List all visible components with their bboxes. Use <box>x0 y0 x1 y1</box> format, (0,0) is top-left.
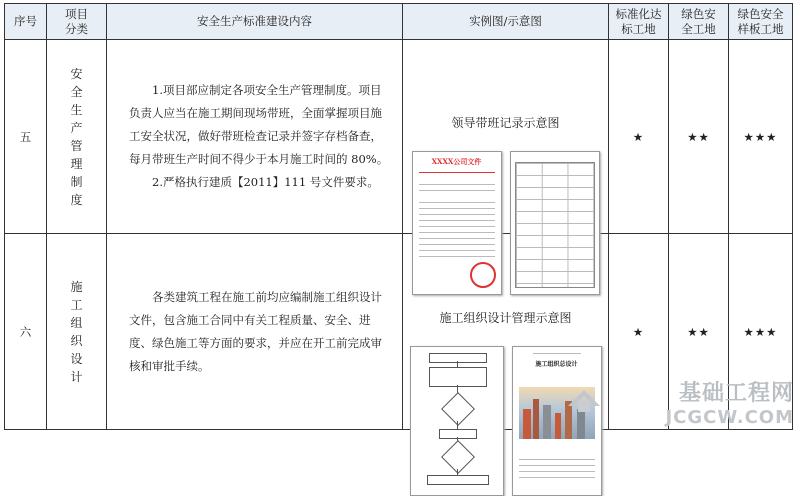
header-content: 安全生产标准建设内容 <box>107 4 403 40</box>
document-company-heading: XXXX公司文件 <box>431 156 482 166</box>
row-seq: 五 <box>5 40 47 234</box>
safety-standard-table <box>4 3 793 430</box>
stars-green-model: ★★★ <box>729 234 793 430</box>
content-paragraph: 2.严格执行建质【2011】111 号文件要求。 <box>152 175 379 189</box>
watermark-site-name: 基础工程网 <box>678 381 794 406</box>
header-example: 实例图/示意图 <box>403 4 609 40</box>
watermark <box>665 376 794 428</box>
figure-caption: 领导带班记录示意图 <box>451 115 560 130</box>
record-form-image <box>510 151 600 295</box>
red-seal-stamp <box>470 262 496 288</box>
row-category: 施工组织设计 <box>70 279 83 384</box>
header-category: 项目分类 <box>47 4 107 40</box>
stars-standard: ★ <box>609 234 669 430</box>
row-content <box>107 40 403 234</box>
stars-green-safe: ★★ <box>669 234 729 430</box>
header-seq: 序号 <box>5 4 47 40</box>
flowchart-image <box>410 346 504 496</box>
example-cell <box>403 40 609 234</box>
stars-green-model: ★★★ <box>729 40 793 234</box>
cover-title: 施工组织总设计 <box>535 360 578 368</box>
header-green-model: 绿色安全样板工地 <box>729 4 793 40</box>
figure-caption: 施工组织设计管理示意图 <box>439 310 572 325</box>
company-document-image <box>412 151 502 295</box>
table-row <box>5 40 793 234</box>
header-row <box>5 4 793 40</box>
watermark-logo-icon <box>564 384 604 414</box>
header-standard: 标准化达标工地 <box>609 4 669 40</box>
row-category: 安全生产管理制度 <box>70 66 83 207</box>
header-green-safe: 绿色安全工地 <box>669 4 729 40</box>
stars-standard: ★ <box>609 40 669 234</box>
row-content <box>107 234 403 430</box>
content-paragraph: 各类建筑工程在施工前均应编制施工组织设计文件，包含施工合同中有关工程质量、安全、进度、绿色施工等方面的要求，并应在开工前完成审核和审批手续。 <box>129 289 382 373</box>
stars-green-safe: ★★ <box>669 40 729 234</box>
watermark-site-url: JCGCW.COM <box>665 407 794 428</box>
row-seq: 六 <box>5 234 47 430</box>
construction-plan-cover-image <box>512 346 602 496</box>
content-paragraph: 1.项目部应制定各项安全生产管理制度。项目负责人应当在施工期间现场带班，全面掌握项目施工安全状况，做好带班检查记录并签字存档备查，每月带班生产时间不得少于本月施工时间的 80%。 <box>129 83 389 166</box>
